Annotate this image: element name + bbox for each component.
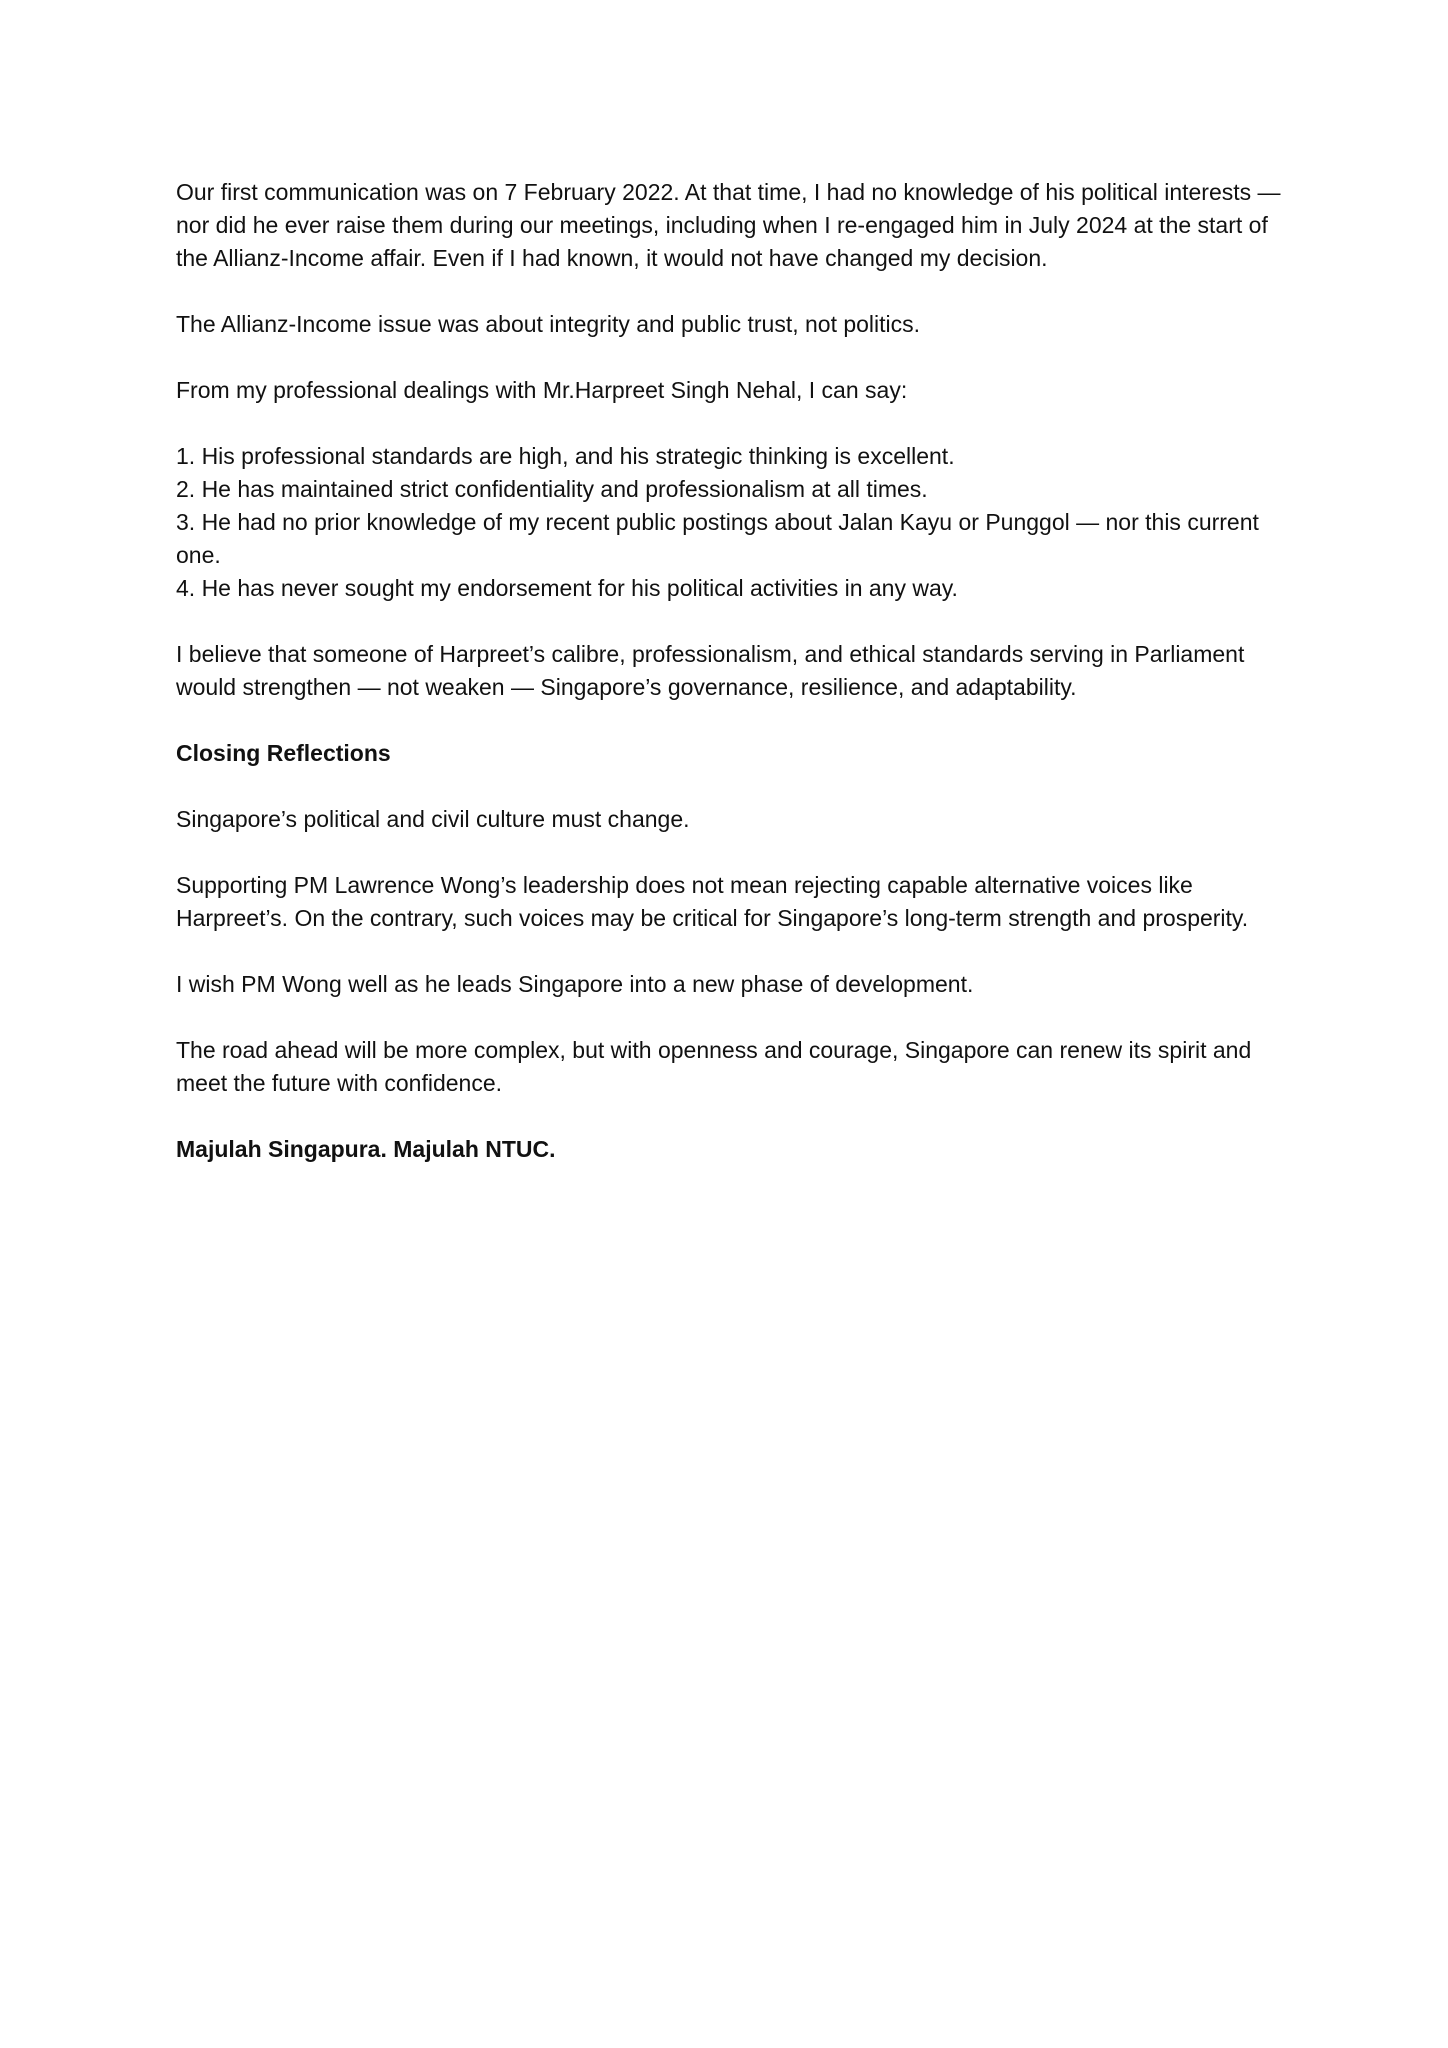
- paragraph-wish-pm: I wish PM Wong well as he leads Singapore into a new phase of development.: [176, 971, 974, 997]
- paragraph-first-communication: Our first communication was on 7 February 2022. At that time, I had no knowledge of his political interests — nor did he ever raise them during our meetings, including when I re-engaged him in July 2024 at the start of the Allianz-Income affair. Even if I had known, it would not have changed my decision.: [176, 179, 1281, 271]
- list-item: 3. He had no prior knowledge of my recent public postings about Jalan Kayu or Punggol — nor this current one.: [176, 509, 1259, 568]
- list-item: 1. His professional standards are high, and his strategic thinking is excellent.: [176, 443, 955, 469]
- paragraph-culture-change: Singapore’s political and civil culture must change.: [176, 806, 690, 832]
- list-item: 2. He has maintained strict confidentiality and professionalism at all times.: [176, 476, 928, 502]
- paragraph-supporting-leadership: Supporting PM Lawrence Wong’s leadership does not mean rejecting capable alternative voices like Harpreet’s. On the contrary, such voices may be critical for Singapore’s long-term strength and prosperity.: [176, 872, 1249, 931]
- list-item: 4. He has never sought my endorsement for his political activities in any way.: [176, 575, 958, 601]
- paragraph-professional-dealings: From my professional dealings with Mr.Harpreet Singh Nehal, I can say:: [176, 377, 908, 403]
- numbered-list: [176, 440, 1286, 605]
- section-heading-closing-reflections: Closing Reflections: [176, 740, 391, 766]
- paragraph-road-ahead: The road ahead will be more complex, but with openness and courage, Singapore can renew its spirit and meet the future with confidence.: [176, 1037, 1252, 1096]
- paragraph-integrity: The Allianz-Income issue was about integrity and public trust, not politics.: [176, 311, 921, 337]
- paragraph-belief: I believe that someone of Harpreet’s calibre, professionalism, and ethical standards serving in Parliament would strengthen — not weaken — Singapore’s governance, resilience, and adaptability.: [176, 641, 1245, 700]
- document-body: [176, 176, 1286, 1199]
- signoff: Majulah Singapura. Majulah NTUC.: [176, 1136, 556, 1162]
